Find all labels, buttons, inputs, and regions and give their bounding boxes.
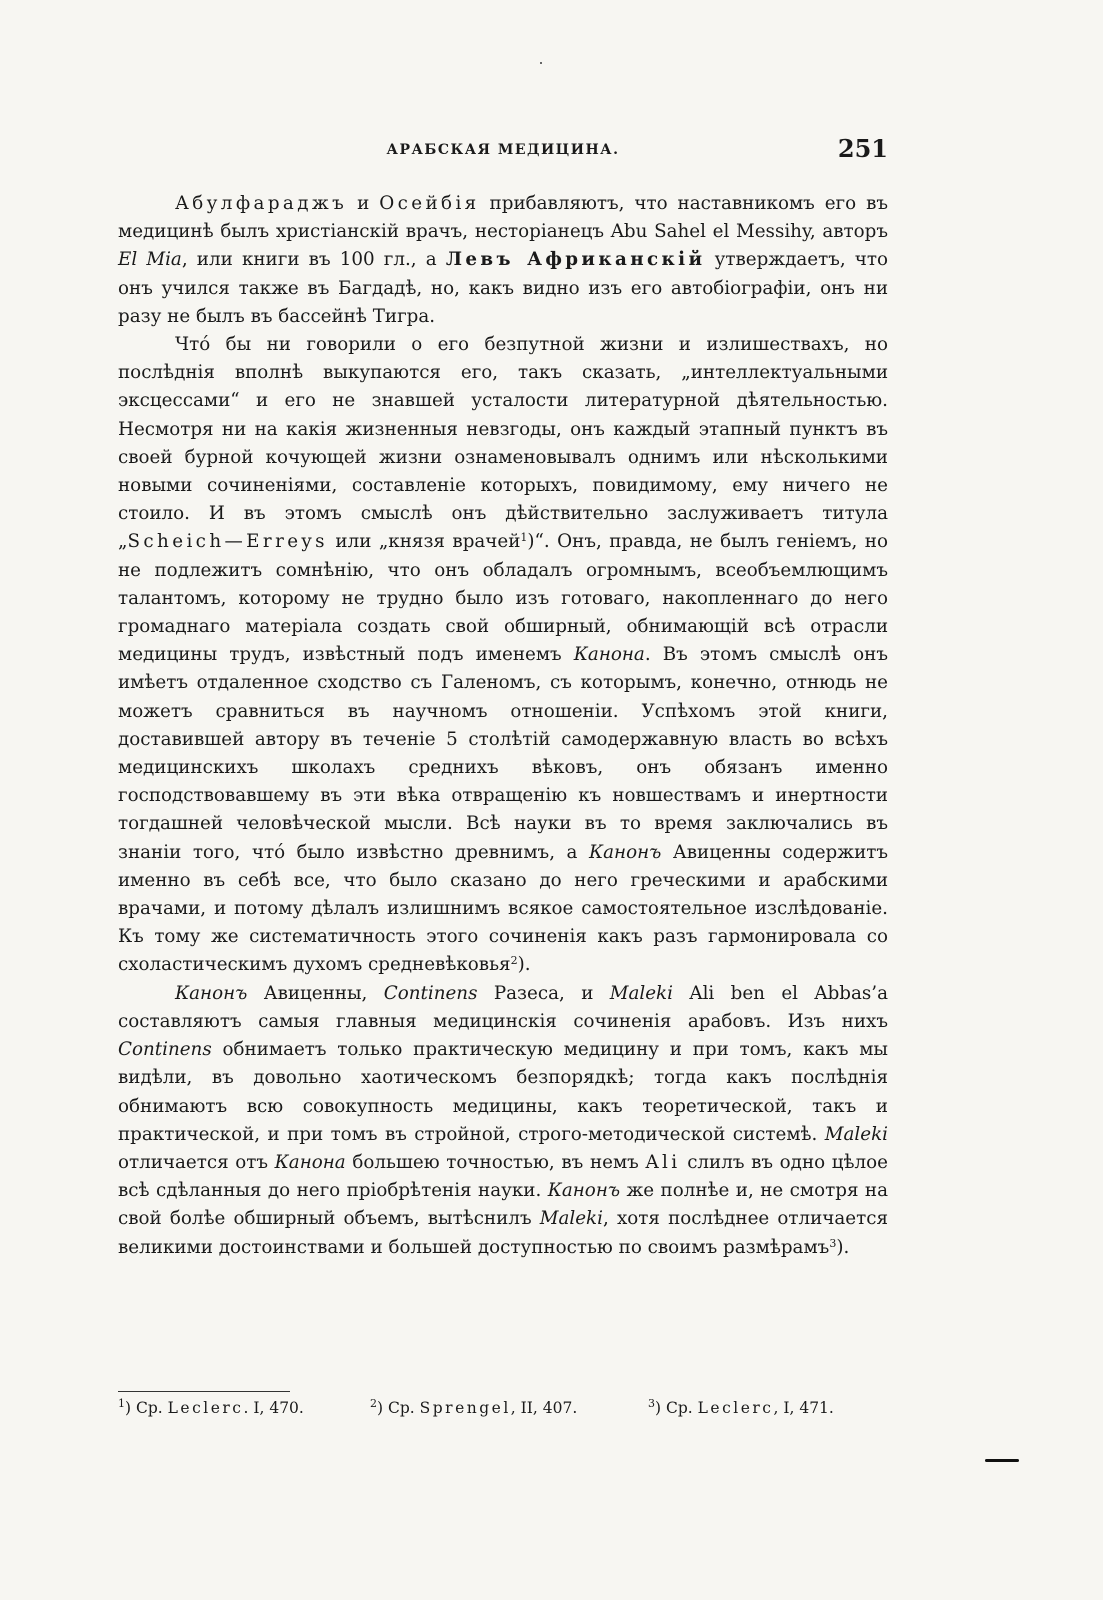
text-run: Авиценны содержитъ именно въ себѣ все, что было сказано до него греческими и арабскими врачами, и потому дѣлалъ излишнимъ всякое самостоятельное изслѣдованіе. Къ тому же систематичность этого сочиненія какъ разъ гармонировала со схоластическимъ духомъ средневѣковья: [118, 841, 888, 976]
footnote-author: Leclerc: [697, 1399, 774, 1417]
text-run: , хотя послѣднее отличается великими достоинствами и большей доступностью по своимъ размѣрамъ: [118, 1208, 888, 1258]
person-name: Ali: [645, 1151, 681, 1173]
print-speck: [540, 62, 542, 64]
text-run: )“. Онъ, правда, не былъ геніемъ, но не подлежитъ сомнѣнію, что онъ обладалъ огромнымъ, всеобъемлющимъ талантомъ, которому не трудно было изъ готоваго, накопленнаго до него громаднаго матеріала создать свой обширный, обнимающій всѣ отрасли медицины трудъ, извѣстный подъ именемъ: [118, 531, 888, 666]
footnote-prefix: ) Cp.: [125, 1399, 168, 1417]
person-name: Абулфараджъ: [175, 193, 348, 214]
running-title: АРАБСКАЯ МЕДИЦИНА.: [386, 142, 620, 158]
footnote-author: Leclerc: [167, 1399, 244, 1417]
footnote-prefix: ) Cp.: [377, 1399, 420, 1417]
text-run: слилъ въ одно цѣлое всѣ сдѣланныя до него пріобрѣтенія науки.: [118, 1151, 888, 1202]
text-run: и: [347, 193, 380, 214]
paragraph-2: [118, 331, 888, 980]
person-name: Осейбія: [379, 193, 480, 214]
honorific-title: Scheich—Erreys: [127, 531, 328, 553]
text-run: Разеса, и: [477, 982, 610, 1004]
work-title: Maleki: [824, 1123, 888, 1145]
footnote-marker: 1: [118, 1397, 125, 1410]
text-run: Чтó бы ни говорили о его безпутной жизни и излишествахъ, но послѣднія вполнѣ выкупаются его, такъ сказать, „интеллектуальными эксцессами“ и его не знавшей усталости литературной дѣятельностью. Несмотря ни на какія жизненныя невзгоды, онъ каждый этапный пунктъ въ своей бурной кочующей жизни ознаменовывалъ однимъ или нѣсколькими новыми сочиненіями, составленіе которыхъ, повидимому, ему ничего не стоило. И въ этомъ смыслѣ онъ дѣйствительно заслуживаетъ титула „: [118, 334, 888, 553]
work-title: Канонъ: [547, 1180, 621, 1202]
text-run: или „князя врачей: [327, 531, 521, 553]
body-text: [118, 190, 888, 1262]
text-run: большею точностью, въ немъ: [345, 1151, 646, 1173]
text-run: ).: [517, 954, 531, 976]
footnote-author: Sprengel: [419, 1399, 511, 1417]
text-run: обнимаетъ только практическую медицину и при томъ, какъ мы видѣли, въ довольно хаотическомъ безпорядкѣ; тогда какъ послѣднія обнимаютъ всю совокупность медицины, какъ теоретической, такъ и практической, и при томъ въ стройной, строго-методической системѣ.: [118, 1039, 888, 1145]
footnote-3: [648, 1397, 834, 1419]
work-title: Канонъ: [175, 982, 248, 1004]
work-title: Канона: [573, 644, 645, 666]
work-title: Maleki: [539, 1208, 603, 1230]
margin-mark: [985, 1459, 1019, 1462]
footnote-ref: 3: [829, 1236, 837, 1250]
footnote-rest: . I, 470.: [243, 1399, 304, 1417]
work-title: Continens: [383, 982, 478, 1004]
footnote-rest: , II, 407.: [510, 1399, 578, 1417]
text-run: . Въ этомъ смыслѣ онъ имѣетъ отдаленное сходство съ Галеномъ, съ которымъ, конечно, отнюдь не можетъ сравниться въ научномъ отношеніи. Успѣхомъ этой книги, доставившей автору въ теченіе 5 столѣтій самодержавную власть во всѣхъ медицинскихъ школахъ среднихъ вѣковъ, онъ обязанъ именно господствовавшему въ эти вѣка отвращенію къ новшествамъ и инертности тогдашней человѣческой мысли. Всѣ науки въ то время заключались въ знаніи того, чтó было извѣстно древнимъ, а: [118, 644, 888, 863]
work-title: Maleki: [609, 982, 673, 1004]
text-run: Ali ben el Abbas’a составляютъ самыя главныя медицинскія сочиненія арабовъ. Изъ нихъ: [118, 982, 889, 1032]
footnote-ref: 2: [510, 954, 518, 968]
footnote-prefix: ) Cp.: [655, 1399, 698, 1417]
footnotes: [118, 1397, 898, 1423]
text-run: , или книги въ 100 гл., а: [181, 249, 446, 271]
text-run: ).: [836, 1236, 850, 1258]
paragraph-1: [118, 190, 888, 331]
footnote-rest: , I, 471.: [773, 1399, 834, 1417]
footnote-2: [370, 1397, 577, 1419]
work-title: Канона: [274, 1151, 346, 1173]
person-name: Левъ Африканскій: [445, 249, 706, 271]
footnote-ref: 1: [520, 531, 528, 545]
text-run: прибавляютъ, что наставникомъ его въ медицинѣ былъ христіанскій врачъ, несторіанецъ Abu Sahel el Messihy, авторъ: [118, 193, 888, 243]
work-title: Continens: [118, 1039, 212, 1061]
footnote-marker: 3: [648, 1397, 655, 1410]
page-number: 251: [837, 134, 888, 163]
work-title: El Mia: [118, 249, 182, 271]
text-run: Авиценны,: [247, 982, 384, 1004]
footnote-marker: 2: [370, 1397, 377, 1410]
paragraph-3: [118, 980, 888, 1262]
page-header: [118, 134, 888, 174]
footnote-divider: [118, 1391, 290, 1392]
text-run: отличается отъ: [118, 1151, 275, 1173]
footnote-1: [118, 1397, 304, 1419]
work-title: Канонъ: [589, 841, 662, 863]
text-run: же полнѣе и, не смотря на свой болѣе обширный объемъ, вытѣснилъ: [118, 1180, 888, 1230]
text-run: утверждаетъ, что онъ учился также въ Багдадѣ, но, какъ видно изъ его автобіографіи, онъ ни разу не былъ въ бассейнѣ Тигра.: [118, 249, 889, 327]
